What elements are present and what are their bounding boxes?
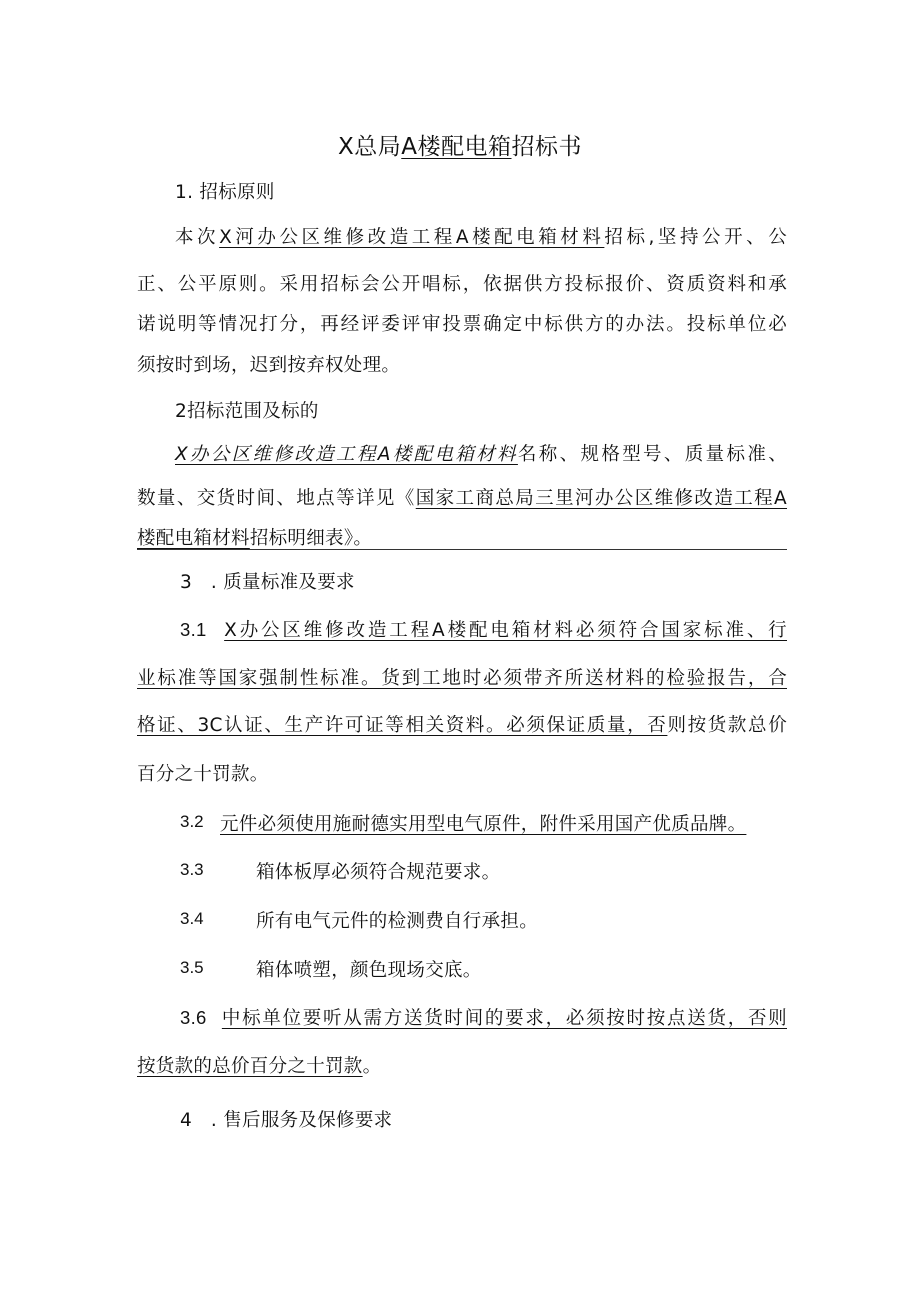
line-text: 数量、交货时间、地点等详见《 bbox=[137, 488, 416, 509]
line-text: 。 bbox=[362, 1056, 382, 1077]
line-text: 则按货款总价 bbox=[667, 715, 787, 736]
line-text: 名称、规格型号、质量标准、 bbox=[517, 444, 787, 465]
section-1-line-4: 须按时到场，迟到按弃权处理。 bbox=[137, 355, 401, 376]
clause-number: 3.1 bbox=[180, 619, 207, 640]
section-2-line-3 bbox=[137, 524, 787, 550]
clause-3-1-line-4: 百分之十罚款。 bbox=[137, 764, 269, 785]
section-2-line-2 bbox=[137, 484, 787, 510]
clause-number: 3.6 bbox=[180, 1007, 207, 1028]
clause-3-1-line-1 bbox=[180, 616, 787, 642]
clause-3-1-line-3 bbox=[137, 711, 787, 737]
clause-3-3-number: 3.3 bbox=[180, 860, 204, 879]
clause-3-4-text: 所有电气元件的检测费自行承担。 bbox=[256, 911, 539, 932]
clause-3-5-text: 箱体喷塑，颜色现场交底。 bbox=[256, 960, 482, 981]
underlined-text: X办公区维修改造工程A楼配电箱材料必须符合国家标准、行 bbox=[224, 620, 787, 641]
title-suffix: 招标书 bbox=[511, 134, 582, 160]
underlined-text: X河办公区维修改造工程A楼配电箱材料 bbox=[219, 227, 605, 248]
section-3-heading: 3 . 质量标准及要求 bbox=[180, 572, 355, 593]
title-prefix: X总局 bbox=[338, 134, 402, 160]
line-text: 招标明细表》。 bbox=[249, 528, 373, 549]
clause-3-6-line-2 bbox=[137, 1052, 787, 1078]
underlined-text: X办公区维修改造工程A楼配电箱材料 bbox=[175, 444, 518, 465]
clause-3-2-number: 3.2 bbox=[180, 812, 204, 831]
section-1-line-1 bbox=[175, 223, 787, 249]
section-1-line-2: 正、公平原则。采用招标会公开唱标，依据供方投标报价、资质资料和承 bbox=[137, 274, 787, 295]
underlined-text: 按货款的总价百分之十罚款 bbox=[137, 1056, 363, 1077]
clause-3-3-text: 箱体板厚必须符合规范要求。 bbox=[256, 862, 501, 883]
section-4-heading: 4 . 售后服务及保修要求 bbox=[180, 1110, 393, 1131]
section-1-line-3: 诺说明等情况打分，再经评委评审投票确定中标供方的办法。投标单位必 bbox=[137, 314, 787, 335]
horizontal-rule bbox=[137, 549, 787, 550]
section-2-line-1 bbox=[175, 440, 787, 466]
line-text: 招标,坚持公开、公 bbox=[604, 227, 787, 248]
underlined-text: 中标单位要听从需方送货时间的要求，必须按时按点送货，否则 bbox=[221, 1008, 787, 1029]
clause-3-5-number: 3.5 bbox=[180, 958, 204, 977]
clause-3-1-line-2 bbox=[137, 664, 787, 690]
underlined-text: 国家工商总局三里河办公区维修改造工程A bbox=[415, 488, 788, 509]
underlined-text: 楼配电箱材料 bbox=[137, 528, 250, 549]
document-title bbox=[0, 128, 920, 161]
underlined-text: 格证、3C认证、生产许可证等相关资料。必须保证质量，否 bbox=[137, 715, 668, 736]
clause-3-6-line-1 bbox=[180, 1004, 787, 1030]
clause-3-2-text: 元件必须使用施耐德实用型电气原件，附件采用国产优质品牌。 bbox=[220, 814, 747, 835]
underlined-text: 业标准等国家强制性标准。货到工地时必须带齐所送材料的检验报告，合 bbox=[137, 668, 787, 689]
title-underlined: A楼配电箱 bbox=[401, 134, 512, 160]
section-2-heading: 2招标范围及标的 bbox=[175, 401, 319, 422]
section-1-heading: 1. 招标原则 bbox=[175, 182, 275, 203]
clause-3-4-number: 3.4 bbox=[180, 909, 204, 928]
line-text: 本次 bbox=[175, 227, 220, 248]
